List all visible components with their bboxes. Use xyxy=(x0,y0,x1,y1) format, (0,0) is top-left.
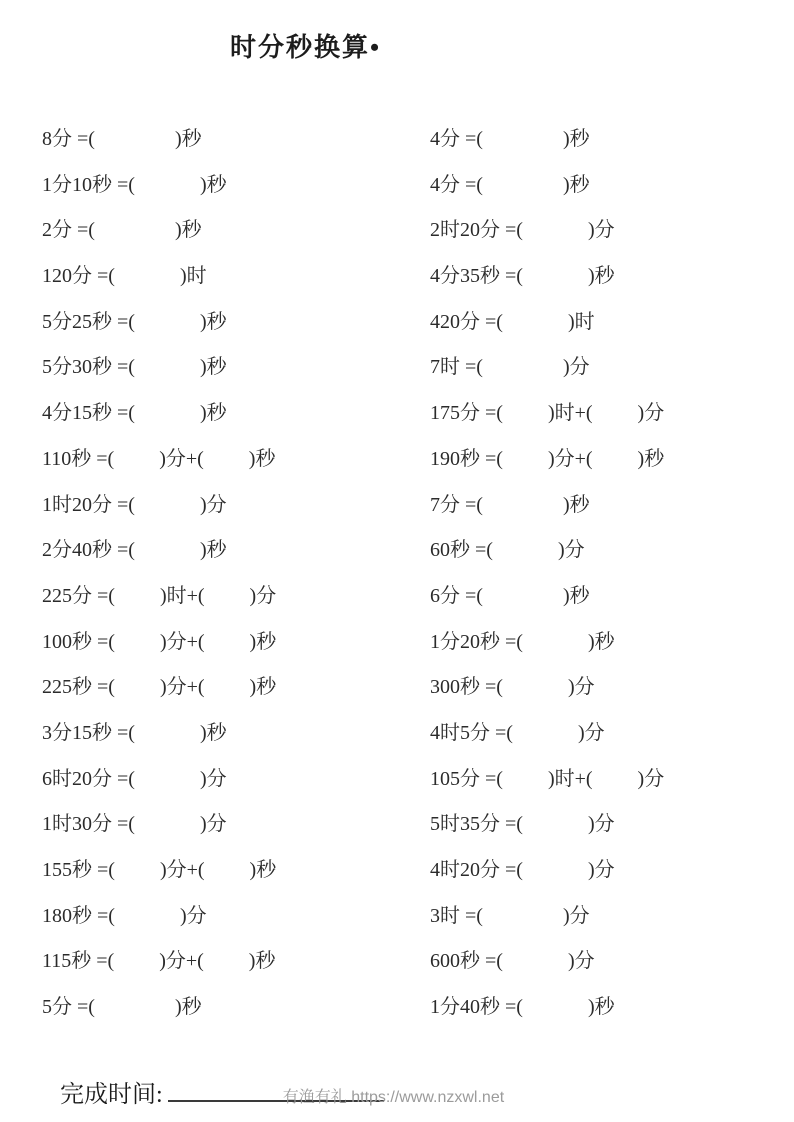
problem-left-13: 225秒 =( )分+( )秒 xyxy=(42,676,277,699)
watermark xyxy=(265,1066,504,1122)
problem-right-7: 175分 =( )时+( )分 xyxy=(430,402,665,425)
problem-left-7: 4分15秒 =( )秒 xyxy=(42,402,227,425)
problem-left-9: 1时20分 =( )分 xyxy=(42,493,227,516)
problems-column-right xyxy=(430,117,794,1031)
problem-left-17: 155秒 =( )分+( )秒 xyxy=(42,859,277,881)
problem-right-4: 4分35秒 =( )秒 xyxy=(430,265,615,288)
problem-left-20: 5分 =( )秒 xyxy=(42,996,202,1019)
problem-right-18: 3时 =( )分 xyxy=(430,904,590,927)
problem-left-19: 115秒 =( )分+( )秒 xyxy=(42,950,276,973)
problem-left-15: 6时20分 =( )分 xyxy=(42,767,227,790)
problem-right-14: 4时5分 =( )分 xyxy=(430,721,605,744)
problems-column-left xyxy=(42,117,426,1031)
problem-right-5: 420分 =( )时 xyxy=(430,310,595,333)
problem-left-8: 110秒 =( )分+( )秒 xyxy=(42,447,276,470)
problem-left-18: 180秒 =( )分 xyxy=(42,904,207,927)
problem-left-5: 5分25秒 =( )秒 xyxy=(42,310,227,333)
problem-right-17: 4时20分 =( )分 xyxy=(430,859,615,881)
problem-right-1: 4分 =( )秒 xyxy=(430,128,590,150)
problem-right-11: 6分 =( )秒 xyxy=(430,584,590,607)
problem-right-6: 7时 =( )分 xyxy=(430,356,590,379)
watermark-text: 有渔有礼 https://www.nzxwl.net xyxy=(282,1089,505,1106)
problem-right-20: 1分40秒 =( )秒 xyxy=(430,996,615,1019)
problem-left-12: 100秒 =( )分+( )秒 xyxy=(42,630,277,653)
problem-left-1: 8分 =( )秒 xyxy=(42,128,202,150)
problem-right-2: 4分 =( )秒 xyxy=(430,173,590,196)
problem-left-2: 1分10秒 =( )秒 xyxy=(42,173,227,196)
problem-right-15: 105分 =( )时+( )分 xyxy=(430,767,665,790)
problem-right-13: 300秒 =( )分 xyxy=(430,676,595,699)
problem-right-19: 600秒 =( )分 xyxy=(430,950,595,973)
problem-left-10: 2分40秒 =( )秒 xyxy=(42,539,227,562)
page-title: 时分秒换算• xyxy=(230,33,382,62)
problem-right-16: 5时35分 =( )分 xyxy=(430,813,615,836)
problem-right-9: 7分 =( )秒 xyxy=(430,493,590,516)
completion-time-label: 完成时间: xyxy=(60,1082,163,1108)
problem-right-3: 2时20分 =( )分 xyxy=(430,219,615,242)
problem-right-12: 1分20秒 =( )秒 xyxy=(430,630,615,653)
problem-right-8: 190秒 =( )分+( )秒 xyxy=(430,447,665,470)
problem-left-11: 225分 =( )时+( )分 xyxy=(42,584,277,607)
problem-left-14: 3分15秒 =( )秒 xyxy=(42,721,227,744)
problem-left-3: 2分 =( )秒 xyxy=(42,219,202,242)
problem-right-10: 60秒 =( )分 xyxy=(430,539,585,562)
problem-left-6: 5分30秒 =( )秒 xyxy=(42,356,227,379)
problem-left-16: 1时30分 =( )分 xyxy=(42,813,227,836)
problem-left-4: 120分 =( )时 xyxy=(42,265,207,288)
